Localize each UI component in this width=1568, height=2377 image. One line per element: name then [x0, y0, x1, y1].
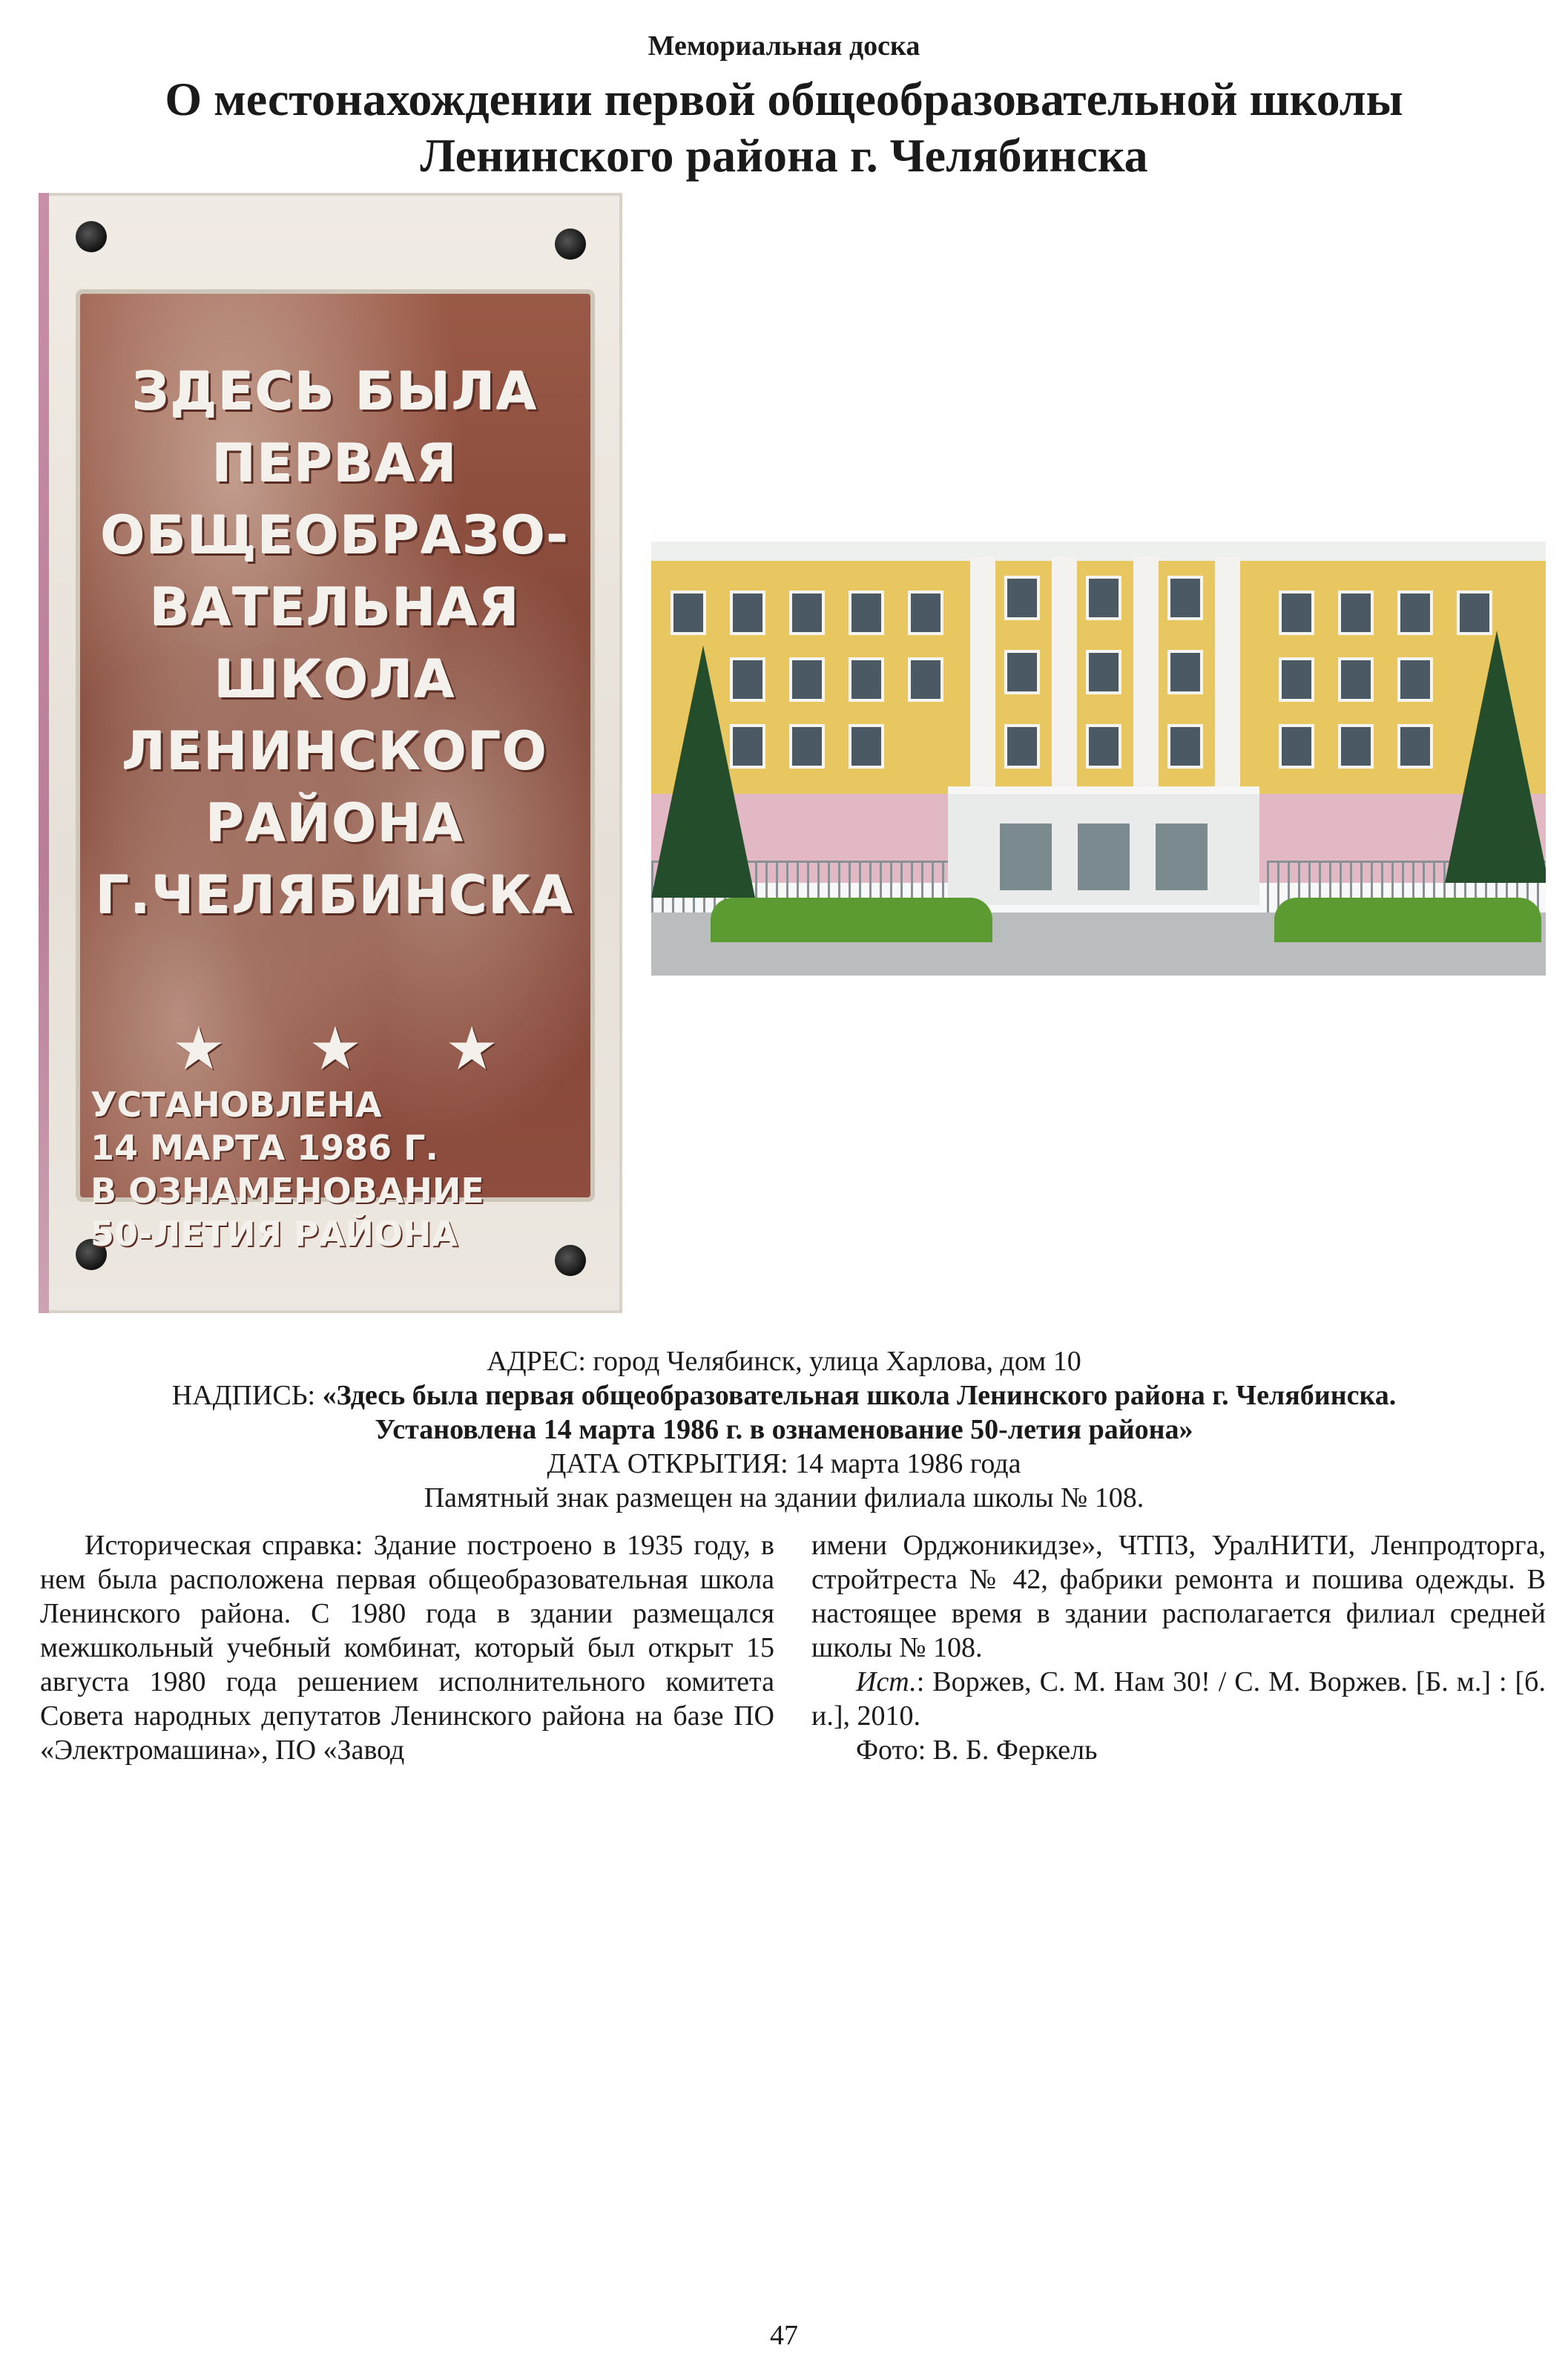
history-paragraph: Историческая справка: Здание построено в 1935 году, в нем была расположена первая общеобразовательная школа Ленинского района. С 1980 года в здании размещался межшкольный учебный комбинат, который был открыт 15 августа 1980 года решением исполнительного комитета Совета народных депутатов Ленинского района на базе ПО «Электромашина», ПО «Завод — [40, 1530, 774, 1766]
plaque-line: ЛЕНИНСКОГО — [122, 721, 548, 782]
bolt-icon — [555, 229, 586, 260]
fir-tree — [1445, 631, 1546, 883]
entrance-door — [1156, 823, 1208, 890]
opening-date-value: 14 марта 1986 года — [795, 1448, 1021, 1479]
inscription-label: НАДПИСЬ: — [171, 1380, 316, 1411]
building-window — [851, 660, 881, 699]
building-window — [911, 594, 941, 632]
building-window — [1282, 727, 1311, 766]
source-text: : Воржев, С. М. Нам 30! / С. М. Воржев. [Б. м.] : [б. и.], 2010. — [811, 1666, 1546, 1732]
address-line — [22, 1344, 1546, 1378]
opening-date-line — [22, 1447, 1546, 1481]
body-column-left — [40, 1528, 774, 1767]
plaque-line: Г.ЧЕЛЯБИНСКА — [96, 865, 575, 926]
entrance-door — [1078, 823, 1130, 890]
title-line-2: Ленинского района г. Челябинска — [420, 129, 1148, 182]
title-line-1: О местонахождении первой общеобразовательной школы — [165, 73, 1403, 125]
plaque-line: ЗДЕСЬ БЫЛА — [132, 361, 538, 422]
plaque-line: ОБЩЕОБРАЗО- — [100, 505, 570, 566]
building-window — [1089, 653, 1119, 691]
photo-credit: Фото: В. Б. Феркель — [856, 1735, 1098, 1766]
plaque-stars — [172, 1017, 498, 1082]
building-window — [1400, 727, 1430, 766]
building-window — [673, 594, 703, 632]
building-cornice — [651, 542, 1546, 561]
building-window — [1282, 660, 1311, 699]
building-window — [1007, 579, 1037, 617]
building-window — [1089, 727, 1119, 766]
body-column-right — [811, 1528, 1546, 1767]
plaque-panel — [76, 289, 595, 1254]
building-window — [851, 727, 881, 766]
plaque-bottom-line: 14 МАРТА 1986 Г. — [90, 1128, 438, 1168]
placement-note: Памятный знак размещен на здании филиала школы № 108. — [424, 1482, 1144, 1513]
inscription-line — [22, 1378, 1546, 1413]
plaque-dedication — [90, 1083, 580, 1255]
inscription-text-2: Установлена 14 марта 1986 г. в ознаменование 50-летия района» — [375, 1414, 1193, 1445]
entrance-door — [1000, 823, 1052, 890]
plaque-inscription — [89, 356, 582, 932]
building-pillar — [1052, 556, 1077, 794]
inscription-text-1: «Здесь была первая общеобразовательная школа Ленинского района г. Челябинска. — [322, 1380, 1397, 1411]
plaque-line: РАЙОНА — [205, 793, 465, 854]
building-window — [1170, 653, 1200, 691]
plaque-bottom-line: В ОЗНАМЕНОВАНИЕ — [90, 1171, 484, 1211]
building-window — [792, 727, 822, 766]
school-building-photo — [651, 512, 1546, 976]
building-window — [733, 594, 762, 632]
plaque-wall-edge — [39, 193, 49, 1313]
building-window — [1341, 727, 1371, 766]
plaque-bottom-line: УСТАНОВЛЕНА — [90, 1085, 382, 1125]
building-pillar — [1215, 556, 1240, 794]
building-window — [792, 594, 822, 632]
building-pillar — [970, 556, 995, 794]
building-window — [1341, 660, 1371, 699]
star-icon: ★ — [445, 1017, 498, 1082]
plaque-line: ПЕРВАЯ — [212, 433, 458, 494]
building-window — [1341, 594, 1371, 632]
lawn — [711, 898, 992, 942]
address-value: город Челябинск, улица Харлова, дом 10 — [593, 1346, 1081, 1377]
building-window — [1170, 579, 1200, 617]
page-title — [30, 71, 1538, 184]
plaque-photo — [40, 193, 622, 1313]
building-window — [1282, 594, 1311, 632]
star-icon: ★ — [309, 1017, 362, 1082]
building-window — [1170, 727, 1200, 766]
building-window — [1400, 594, 1430, 632]
bolt-icon — [76, 221, 107, 252]
inscription-line-2 — [22, 1413, 1546, 1447]
lawn — [1274, 898, 1541, 942]
history-paragraph-continued: имени Орджоникидзе», ЧТПЗ, УралНИТИ, Ленпродторга, стройтреста № 42, фабрики ремонта и пошива одежды. В настоящее время в здании располагается филиал средней школы № 108. — [811, 1530, 1546, 1663]
plaque-line: ШКОЛА — [214, 649, 456, 710]
building-window — [1007, 727, 1037, 766]
building-window — [851, 594, 881, 632]
page-kicker: Мемориальная доска — [648, 30, 920, 62]
building-window — [1400, 660, 1430, 699]
address-label: АДРЕС: — [487, 1346, 586, 1377]
source-reference — [811, 1665, 1546, 1733]
building-window — [1460, 594, 1489, 632]
plaque-line: ВАТЕЛЬНАЯ — [150, 577, 521, 638]
page-number: 47 — [770, 2320, 798, 2351]
building-window — [1007, 653, 1037, 691]
fir-tree — [651, 645, 755, 898]
star-icon: ★ — [172, 1017, 225, 1082]
plaque-bottom-line: 50-ЛЕТИЯ РАЙОНА — [90, 1214, 458, 1254]
building-pillar — [1133, 556, 1159, 794]
source-label: Ист. — [856, 1666, 917, 1697]
building-window — [911, 660, 941, 699]
opening-date-label: ДАТА ОТКРЫТИЯ: — [547, 1448, 788, 1479]
building-window — [792, 660, 822, 699]
building-window — [1089, 579, 1119, 617]
